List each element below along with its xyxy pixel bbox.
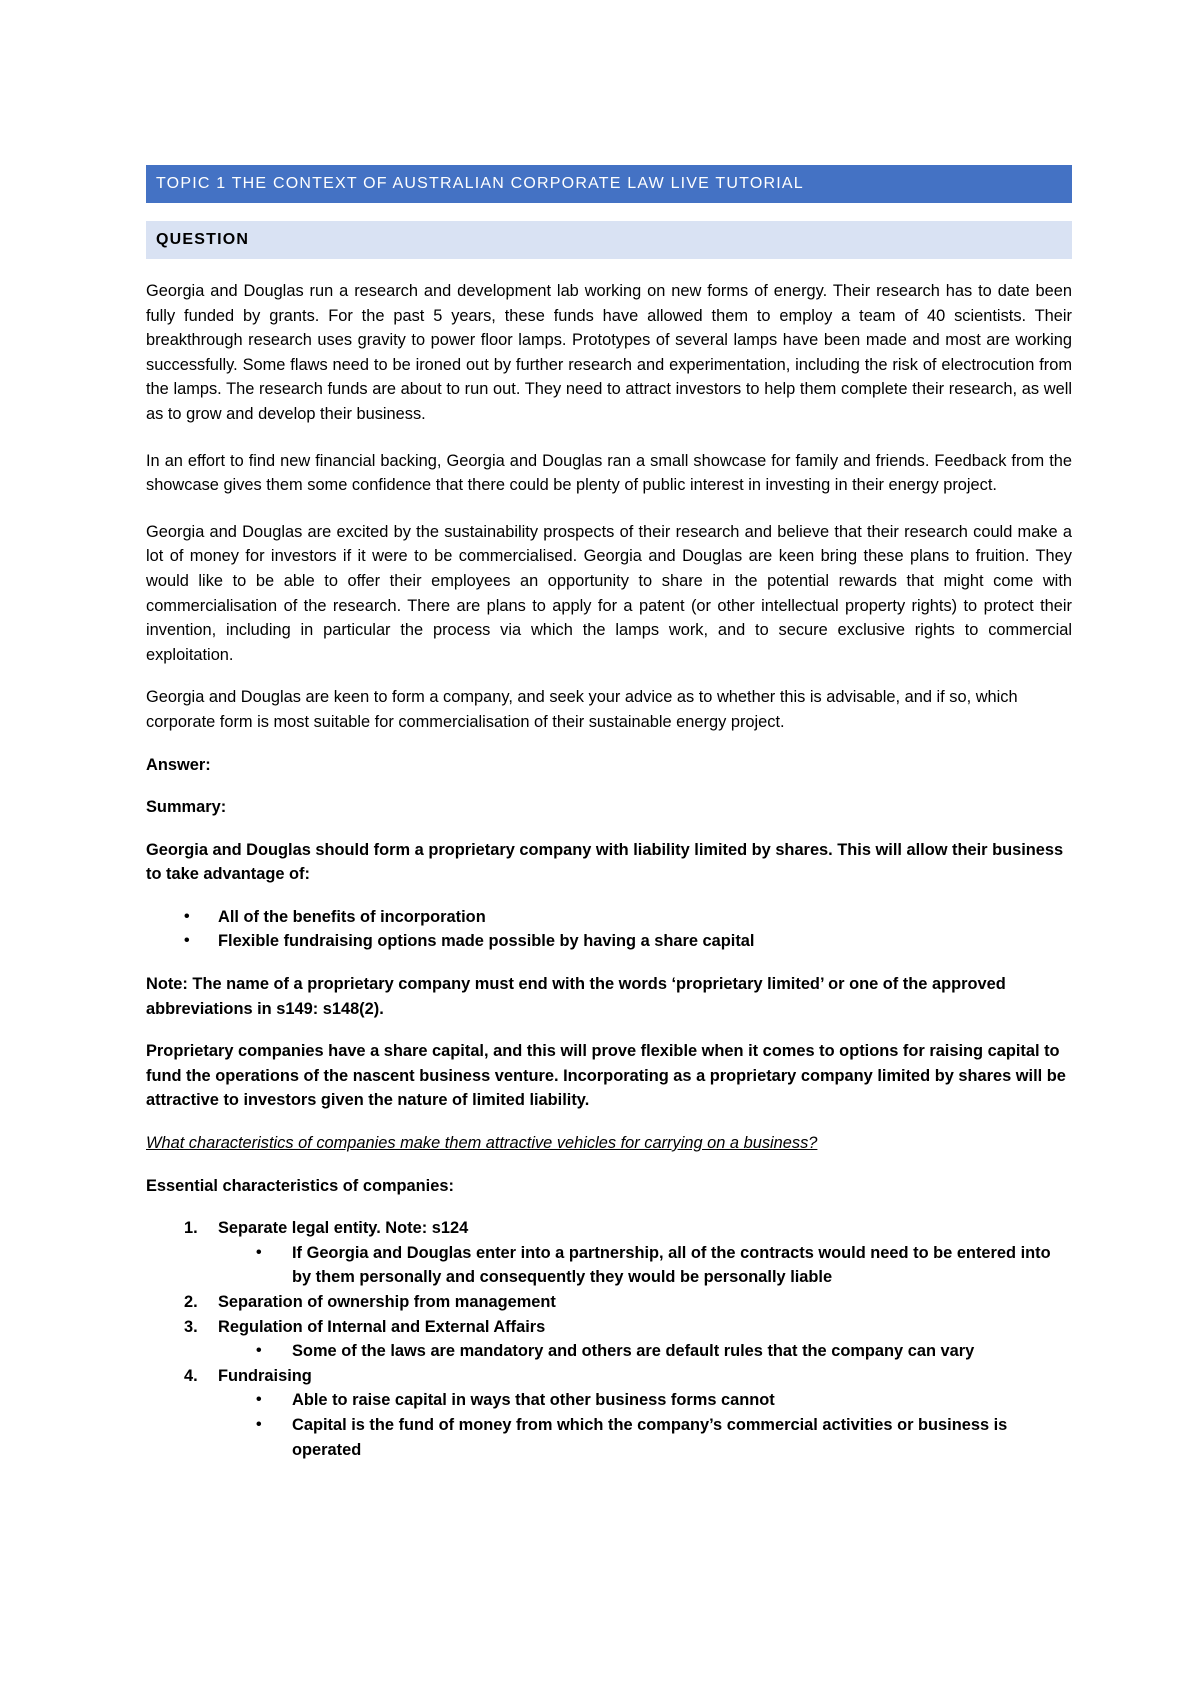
list-item: • All of the benefits of incorporation: [146, 905, 1072, 930]
list-item: • Flexible fundraising options made possible by having a share capital: [146, 929, 1072, 954]
sub-list-wrapper: [146, 1339, 1072, 1364]
summary-bullet-list: [146, 905, 1072, 954]
summary-label: Summary:: [146, 798, 227, 817]
list-item: [146, 1364, 1072, 1389]
list-item: [146, 1315, 1072, 1340]
list-item: [146, 1216, 1072, 1241]
answer-label: Answer:: [146, 755, 211, 774]
list-item-text: Separate legal entity. Note: s124: [218, 1219, 469, 1238]
sub-bullet-list: [146, 1339, 1072, 1364]
document-body: [146, 279, 1072, 1462]
list-number: 3.: [184, 1317, 198, 1336]
note-paragraph: Note: The name of a proprietary company must end with the words ‘proprietary limited’ or one of the approved abbreviations in s149: s148(2).: [146, 975, 1006, 1018]
list-number: 2.: [184, 1293, 198, 1311]
question-paragraph-4: Georgia and Douglas are keen to form a company, and seek your advice as to whether this is advisable, and if so, which corporate form is most suitable for commercialisation of their sustainable energy project.: [146, 688, 1018, 731]
share-capital-paragraph: Proprietary companies have a share capital, and this will prove flexible when it comes to options for raising capital to fund the operations of the nascent business venture. Incorporating as a proprietary company limited by shares will be attractive to investors given the nature of limited liability.: [146, 1042, 1066, 1110]
list-item-text: Separation of ownership from management: [218, 1293, 556, 1311]
sub-list-item: • Able to raise capital in ways that other business forms cannot: [146, 1388, 1072, 1413]
question-paragraph-2: In an effort to find new financial backing, Georgia and Douglas ran a small showcase for family and friends. Feedback from the showcase gives them some confidence that there could be plenty of public interest in investing in their energy project.: [146, 451, 1072, 495]
list-item: [146, 1290, 1072, 1315]
list-item-text: Fundraising: [218, 1366, 312, 1385]
document-page: [146, 165, 1072, 1462]
essential-characteristics-heading: Essential characteristics of companies:: [146, 1176, 454, 1195]
topic-title-band: [146, 165, 1072, 203]
list-item-text: Regulation of Internal and External Affairs: [218, 1317, 546, 1336]
list-number: 1.: [184, 1219, 198, 1238]
list-number: 4.: [184, 1366, 198, 1385]
summary-text: Georgia and Douglas should form a proprietary company with liability limited by shares. This will allow their business to take advantage of:: [146, 840, 1064, 884]
question-paragraph-3: Georgia and Douglas are excited by the sustainability prospects of their research and believe that their research could make a lot of money for investors if it were to be commercialised. Georgia and Douglas are keen bring these plans to fruition. They would like to be able to offer their employees an opportunity to share in the potential rewards that might come with commercialisation of the research. There are plans to apply for a patent (or other intellectual property rights) to protect their invention, including in particular the process via which the lamps work, and to secure exclusive rights to commercial exploitation.: [146, 522, 1072, 664]
sub-bullet-list: [146, 1388, 1072, 1462]
question-paragraph-1: Georgia and Douglas run a research and development lab working on new forms of energy. Their research has to date been fully funded by grants. For the past 5 years, these funds have allowed them to employ a team of 40 scientists. Their breakthrough research uses gravity to power floor lamps. Prototypes of several lamps have been made and most are working successfully. Some flaws need to be ironed out by further research and experimentation, including the risk of electrocution from the lamps. The research funds are about to run out. They need to attract investors to help them complete their research, as well as to grow and develop their business.: [146, 282, 1072, 423]
question-band: [146, 221, 1072, 259]
sub-list-wrapper: [146, 1241, 1072, 1290]
sub-bullet-list: [146, 1241, 1072, 1290]
sub-list-item: • Some of the laws are mandatory and others are default rules that the company can vary: [146, 1339, 1072, 1364]
characteristics-question-heading: What characteristics of companies make them attractive vehicles for carrying on a business?: [146, 1134, 818, 1153]
characteristics-list: [146, 1216, 1072, 1462]
sub-list-wrapper: [146, 1388, 1072, 1462]
sub-list-item: • If Georgia and Douglas enter into a partnership, all of the contracts would need to be entered into by them personally and consequently they would be personally liable: [146, 1241, 1072, 1290]
sub-list-item: • Capital is the fund of money from which the company’s commercial activities or business is operated: [146, 1413, 1072, 1462]
topic-title: TOPIC 1 THE CONTEXT OF AUSTRALIAN CORPORATE LAW LIVE TUTORIAL: [156, 175, 804, 192]
question-label: QUESTION: [156, 231, 250, 248]
